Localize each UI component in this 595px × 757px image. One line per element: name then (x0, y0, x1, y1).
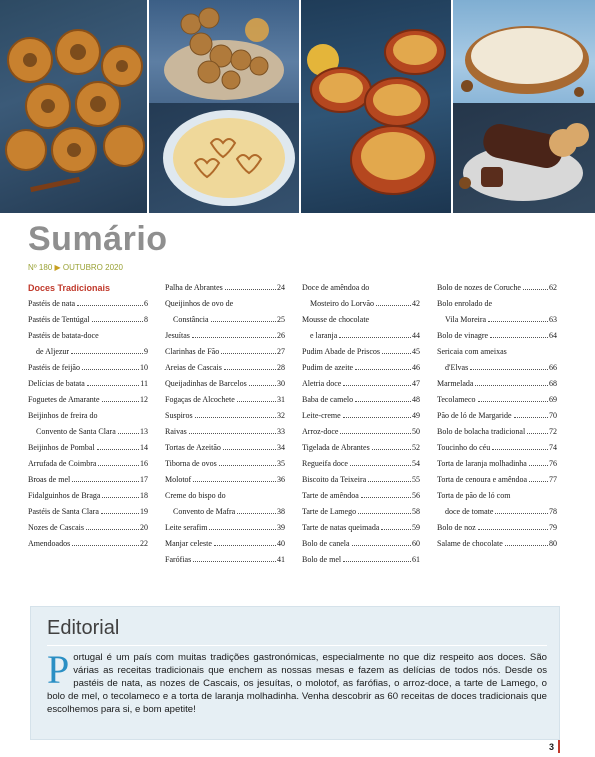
toc-leader-dots (82, 369, 139, 370)
toc-entry-page: 52 (412, 443, 420, 452)
toc-leader-dots (101, 513, 139, 514)
toc-entry[interactable] (165, 376, 285, 392)
toc-entry[interactable] (165, 520, 285, 536)
toc-leader-dots (361, 497, 411, 498)
toc-entry-name: Mousse de chocolate (302, 315, 370, 324)
toc-entry[interactable] (302, 408, 420, 424)
toc-leader-dots (192, 337, 276, 338)
toc-section-title: Doces Tradicionais (28, 283, 111, 293)
toc-entry[interactable] (28, 408, 148, 440)
toc-leader-dots (368, 481, 411, 482)
toc-entry-name: Pastéis de batata-doce (28, 331, 99, 340)
toc-leader-dots (376, 305, 411, 306)
page-title: Sumário (28, 220, 168, 258)
editorial-text: ortugal é um país com muitas tradições gastronómicas, especialmente no que diz respeito aos doces. São várias as receitas tradicionais que enchem as nossas mesas e fazem as delícias de todos nós. Desde os pastéis de nata, as nozes de Cascais, os jesuítas, o molotof, as farófias, o arroz-doce, a tarte de Lamego, o bolo de mel, o tecolameco e a torta de laranja molhadinha. Venha descobrir as 60 receitas de doces tradicionais que escolhemos para si, e bom apetite! (47, 652, 547, 715)
toc-entry-name: Arroz-doce (302, 427, 339, 436)
toc-entry[interactable] (165, 424, 285, 440)
toc-entry[interactable] (28, 472, 148, 488)
toc-entry[interactable] (302, 376, 420, 392)
toc-entry[interactable] (437, 344, 557, 376)
toc-entry-page: 79 (549, 523, 557, 532)
toc-entry-name: Jesuítas (165, 331, 190, 340)
toc-entry-page: 77 (549, 475, 557, 484)
toc-entry[interactable] (165, 360, 285, 376)
toc-entry[interactable] (302, 424, 420, 440)
toc-entry-name: Biscoito da Teixeira (302, 475, 367, 484)
toc-entry[interactable] (437, 424, 557, 440)
toc-entry[interactable] (302, 344, 420, 360)
toc-entry-name: Leite serafim (165, 523, 208, 532)
toc-entry-name: Broas de mel (28, 475, 71, 484)
toc-entry-page: 66 (549, 363, 557, 372)
toc-entry-page: 56 (412, 491, 420, 500)
toc-column-3 (302, 280, 420, 568)
toc-entry-page: 64 (549, 331, 557, 340)
toc-entry-page: 19 (140, 507, 148, 516)
toc-entry-name: Pudim Abade de Priscos (302, 347, 380, 356)
toc-leader-dots (98, 465, 139, 466)
toc-entry[interactable] (437, 408, 557, 424)
toc-entry[interactable] (302, 536, 420, 552)
nozes-de-cascais-photo (149, 0, 299, 103)
toc-leader-dots (350, 465, 411, 466)
toc-entry[interactable] (302, 440, 420, 456)
toc-entry-page: 48 (412, 395, 420, 404)
toc-entry[interactable] (437, 472, 557, 488)
toc-leader-dots (193, 481, 276, 482)
toc-entry[interactable] (437, 536, 557, 552)
toc-entry[interactable] (437, 328, 557, 344)
toc-entry-name-cont: Vila Moreira (445, 315, 487, 324)
toc-leader-dots (189, 433, 276, 434)
toc-entry[interactable] (28, 488, 148, 504)
issue-number: Nº 180 (28, 263, 53, 272)
toc-entry[interactable] (28, 376, 148, 392)
toc-entry-name: Queijadinhas de Barcelos (165, 379, 247, 388)
toc-leader-dots (372, 449, 411, 450)
editorial-box (30, 606, 560, 740)
toc-entry-name: Delícias de batata (28, 379, 85, 388)
toc-entry-name: Bolo de bolacha tradicional (437, 427, 526, 436)
toc-entry[interactable] (302, 280, 420, 312)
toc-entry-name-cont: e laranja (310, 331, 338, 340)
toc-entry-page: 16 (140, 459, 148, 468)
toc-entry[interactable] (28, 360, 148, 376)
toc-leader-dots (527, 433, 548, 434)
toc-entry-name: Bolo de mel (302, 555, 342, 564)
toc-entry-name: Bolo de vinagre (437, 331, 489, 340)
toc-entry[interactable] (165, 392, 285, 408)
editorial-dropcap: P (47, 647, 70, 692)
toc-column-4 (437, 280, 557, 552)
salame-de-chocolate-photo (453, 103, 595, 213)
toc-entry-name: Salame de chocolate (437, 539, 503, 548)
arroz-doce-photo (149, 103, 299, 213)
toc-entry-page: 6 (144, 299, 148, 308)
toc-entry[interactable] (28, 296, 148, 312)
page-number: 3 (549, 742, 555, 752)
toc-leader-dots (523, 289, 548, 290)
toc-entry-name: Suspiros (165, 411, 193, 420)
toc-entry-page: 22 (140, 539, 148, 548)
toc-entry-name: Pastéis de Tentúgal (28, 315, 90, 324)
toc-entry-page: 25 (277, 315, 285, 324)
toc-column-1 (28, 280, 148, 552)
toc-entry-name: Pastéis de Santa Clara (28, 507, 99, 516)
toc-entry-page: 58 (412, 507, 420, 516)
toc-entry[interactable] (437, 392, 557, 408)
toc-entry-name: Bolo de nozes de Coruche (437, 283, 521, 292)
toc-entry-name: Molotof (165, 475, 192, 484)
toc-entry[interactable] (302, 456, 420, 472)
toc-entry-page: 42 (412, 299, 420, 308)
toc-entry-page: 26 (277, 331, 285, 340)
toc-entry[interactable] (302, 488, 420, 504)
toc-entry-name: Foguetes de Amarante (28, 395, 100, 404)
toc-entry-name: Pão de ló de Margaride (437, 411, 512, 420)
toc-entry-page: 24 (277, 283, 285, 292)
toc-entry-name: Beijinhos de Pombal (28, 443, 95, 452)
toc-leader-dots (219, 465, 276, 466)
toc-entry-name: Baba de camelo (302, 395, 354, 404)
toc-entry-name: Pastéis de nata (28, 299, 76, 308)
toc-entry[interactable] (165, 344, 285, 360)
toc-entry-name: Tecolameco (437, 395, 476, 404)
toc-entry-page: 60 (412, 539, 420, 548)
toc-entry-page: 80 (549, 539, 557, 548)
toc-entry[interactable] (437, 440, 557, 456)
toc-leader-dots (490, 337, 548, 338)
toc-entry-page: 55 (412, 475, 420, 484)
toc-leader-dots (118, 433, 139, 434)
toc-entry[interactable] (302, 392, 420, 408)
toc-entry-page: 35 (277, 459, 285, 468)
toc-entry-name: Bolo de noz (437, 523, 476, 532)
toc-entry-name: Amendoados (28, 539, 71, 548)
toc-entry-name: Bolo enrolado de (437, 299, 493, 308)
page-number-bar (558, 740, 560, 753)
toc-leader-dots (529, 481, 548, 482)
toc-entry-name: Queijinhos de ovo de (165, 299, 234, 308)
toc-entry-page: 40 (277, 539, 285, 548)
toc-entry-page: 72 (549, 427, 557, 436)
toc-entry[interactable] (437, 296, 557, 328)
toc-entry-page: 36 (277, 475, 285, 484)
toc-entry[interactable] (437, 376, 557, 392)
photo-strip (0, 0, 595, 213)
toc-entry-page: 17 (140, 475, 148, 484)
toc-entry-page: 70 (549, 411, 557, 420)
toc-entry-name-cont: de Aljezur (36, 347, 70, 356)
toc-leader-dots (224, 369, 276, 370)
toc-leader-dots (339, 337, 411, 338)
toc-entry-name: Doce de amêndoa do (302, 283, 370, 292)
toc-entry-name: Marmelada (437, 379, 474, 388)
toc-entry[interactable] (302, 504, 420, 520)
toc-entry-page: 20 (140, 523, 148, 532)
issue-separator-icon: ▶ (54, 263, 61, 272)
toc-entry[interactable] (28, 328, 148, 360)
toc-leader-dots (237, 513, 276, 514)
toc-leader-dots (102, 497, 139, 498)
toc-entry-page: 78 (549, 507, 557, 516)
toc-entry[interactable] (302, 472, 420, 488)
toc-entry-page: 46 (412, 363, 420, 372)
toc-entry-name: Creme do bispo do (165, 491, 226, 500)
toc-leader-dots (72, 481, 139, 482)
toc-entry-page: 13 (140, 427, 148, 436)
toc-leader-dots (249, 385, 276, 386)
toc-entry-page: 38 (277, 507, 285, 516)
tigelada-photo (301, 0, 451, 213)
toc-entry-page: 18 (140, 491, 148, 500)
toc-entry-name: Tigelada de Abrantes (302, 443, 370, 452)
toc-leader-dots (495, 513, 548, 514)
toc-entry[interactable] (165, 472, 285, 488)
toc-entry-name-cont: doce de tomate (445, 507, 494, 516)
toc-leader-dots (195, 417, 276, 418)
toc-entry-name: Aletria doce (302, 379, 342, 388)
toc-leader-dots (237, 401, 276, 402)
toc-leader-dots (221, 353, 276, 354)
editorial-divider (47, 645, 547, 646)
toc-leader-dots (492, 449, 548, 450)
toc-leader-dots (71, 353, 143, 354)
toc-entry[interactable] (165, 440, 285, 456)
toc-entry-page: 74 (549, 443, 557, 452)
toc-entry-name: Torta de laranja molhadinha (437, 459, 527, 468)
toc-leader-dots (478, 401, 548, 402)
editorial-title: Editorial (47, 617, 120, 639)
toc-leader-dots (209, 529, 276, 530)
toc-entry-page: 27 (277, 347, 285, 356)
toc-entry[interactable] (28, 392, 148, 408)
toc-leader-dots (211, 321, 276, 322)
editorial-body (47, 647, 547, 716)
toc-entry-name: Raivas (165, 427, 187, 436)
toc-entry-name-cont: Convento de Mafra (173, 507, 236, 516)
toc-entry[interactable] (165, 552, 285, 568)
toc-entry-page: 54 (412, 459, 420, 468)
toc-leader-dots (505, 545, 548, 546)
toc-leader-dots (478, 529, 548, 530)
toc-entry-page: 45 (412, 347, 420, 356)
toc-leader-dots (87, 385, 139, 386)
toc-entry-name: Fidalguinhos de Braga (28, 491, 101, 500)
toc-entry-name: Clarinhas de Fão (165, 347, 220, 356)
toc-leader-dots (340, 433, 411, 434)
toc-entry-page: 63 (549, 315, 557, 324)
toc-entry-name: Torta de pão de ló com (437, 491, 511, 500)
toc-leader-dots (529, 465, 548, 466)
toc-leader-dots (355, 401, 411, 402)
toc-entry-page: 30 (277, 379, 285, 388)
toc-leader-dots (470, 369, 548, 370)
toc-entry-name: Pastéis de feijão (28, 363, 80, 372)
toc-entry-page: 31 (277, 395, 285, 404)
toc-entry[interactable] (302, 360, 420, 376)
toc-entry-page: 47 (412, 379, 420, 388)
toc-leader-dots (382, 353, 411, 354)
toc-entry-page: 8 (144, 315, 148, 324)
toc-entry-name: Regueifa doce (302, 459, 348, 468)
toc-entry-name: Tarte de natas queimada (302, 523, 380, 532)
toc-leader-dots (72, 545, 139, 546)
toc-leader-dots (102, 401, 139, 402)
toc-leader-dots (214, 545, 276, 546)
toc-entry[interactable] (165, 456, 285, 472)
toc-entry-page: 50 (412, 427, 420, 436)
toc-entry[interactable] (28, 536, 148, 552)
toc-leader-dots (77, 305, 143, 306)
toc-entry-page: 44 (412, 331, 420, 340)
toc-entry[interactable] (165, 296, 285, 328)
toc-column-2 (165, 280, 285, 568)
toc-entry-page: 69 (549, 395, 557, 404)
toc-entry-page: 9 (144, 347, 148, 356)
toc-leader-dots (475, 385, 548, 386)
toc-entry-name: Farófias (165, 555, 192, 564)
toc-leader-dots (223, 449, 276, 450)
toc-leader-dots (358, 513, 411, 514)
toc-entry-page: 41 (277, 555, 285, 564)
toc-entry-name-cont: Convento de Santa Clara (36, 427, 116, 436)
tarte-photo (453, 0, 595, 103)
toc-entry[interactable] (28, 440, 148, 456)
toc-entry[interactable] (28, 456, 148, 472)
toc-entry-page: 12 (140, 395, 148, 404)
toc-leader-dots (86, 529, 139, 530)
issue-info (28, 263, 123, 272)
toc-entry[interactable] (437, 488, 557, 520)
toc-entry-page: 33 (277, 427, 285, 436)
toc-entry-page: 76 (549, 459, 557, 468)
toc-entry[interactable] (302, 520, 420, 536)
toc-entry-name-cont: Constância (173, 315, 209, 324)
toc-leader-dots (97, 449, 139, 450)
toc-entry-name: Palha de Abrantes (165, 283, 223, 292)
toc-entry-page: 32 (277, 411, 285, 420)
toc-entry-name: Torta de cenoura e amêndoa (437, 475, 528, 484)
toc-entry[interactable] (28, 504, 148, 520)
toc-leader-dots (343, 385, 411, 386)
toc-entry-name: Tarte de amêndoa (302, 491, 359, 500)
toc-entry-name: Manjar celeste (165, 539, 212, 548)
toc-entry-name-cont: d'Elvas (445, 363, 469, 372)
toc-entry[interactable] (302, 552, 420, 568)
toc-entry-page: 59 (412, 523, 420, 532)
issue-month: OUTUBRO 2020 (62, 263, 123, 272)
toc-leader-dots (92, 321, 143, 322)
toc-entry[interactable] (437, 280, 557, 296)
toc-entry-name: Areias de Cascais (165, 363, 222, 372)
toc-entry[interactable] (302, 312, 420, 344)
toc-entry[interactable] (437, 520, 557, 536)
toc-leader-dots (343, 561, 411, 562)
toc-entry-name: Tortas de Azeitão (165, 443, 221, 452)
toc-entry-page: 61 (412, 555, 420, 564)
toc-entry-page: 11 (140, 379, 148, 388)
toc-entry-page: 68 (549, 379, 557, 388)
toc-entry-name: Leite-creme (302, 411, 341, 420)
toc-entry-name: Bolo de canela (302, 539, 350, 548)
toc-entry[interactable] (437, 456, 557, 472)
toc-entry-page: 49 (412, 411, 420, 420)
toc-entry[interactable] (165, 536, 285, 552)
toc-entry[interactable] (165, 488, 285, 520)
toc-leader-dots (343, 417, 411, 418)
toc-entry-name: Tarte de Lamego (302, 507, 357, 516)
toc-leader-dots (488, 321, 548, 322)
toc-entry[interactable] (165, 328, 285, 344)
toc-entry[interactable] (165, 408, 285, 424)
toc-leader-dots (514, 417, 549, 418)
toc-entry-name: Toucinho do céu (437, 443, 491, 452)
toc-entry[interactable] (28, 520, 148, 536)
toc-entry-page: 62 (549, 283, 557, 292)
toc-entry-page: 28 (277, 363, 285, 372)
toc-entry-page: 34 (277, 443, 285, 452)
toc-entry-name: Nozes de Cascais (28, 523, 84, 532)
toc-entry-name: Beijinhos de freira do (28, 411, 98, 420)
toc-entry-page: 10 (140, 363, 148, 372)
toc-entry-name: Pudim de azeite (302, 363, 354, 372)
toc-entry-name: Sericaia com ameixas (437, 347, 507, 356)
toc-entry-name: Fogaças de Alcochete (165, 395, 235, 404)
toc-entry-name-cont: Mosteiro do Lorvão (310, 299, 374, 308)
toc-entry[interactable] (28, 312, 148, 328)
toc-leader-dots (381, 529, 411, 530)
toc-entry[interactable] (165, 280, 285, 296)
toc-entry-name: Tiborna de ovos (165, 459, 217, 468)
toc-entry-page: 14 (140, 443, 148, 452)
toc-entry-page: 39 (277, 523, 285, 532)
toc-leader-dots (193, 561, 276, 562)
toc-leader-dots (355, 369, 411, 370)
toc-leader-dots (225, 289, 276, 290)
toc-leader-dots (352, 545, 411, 546)
pasteis-de-nata-photo (0, 0, 147, 213)
toc-entry-name: Arrufada de Coimbra (28, 459, 97, 468)
